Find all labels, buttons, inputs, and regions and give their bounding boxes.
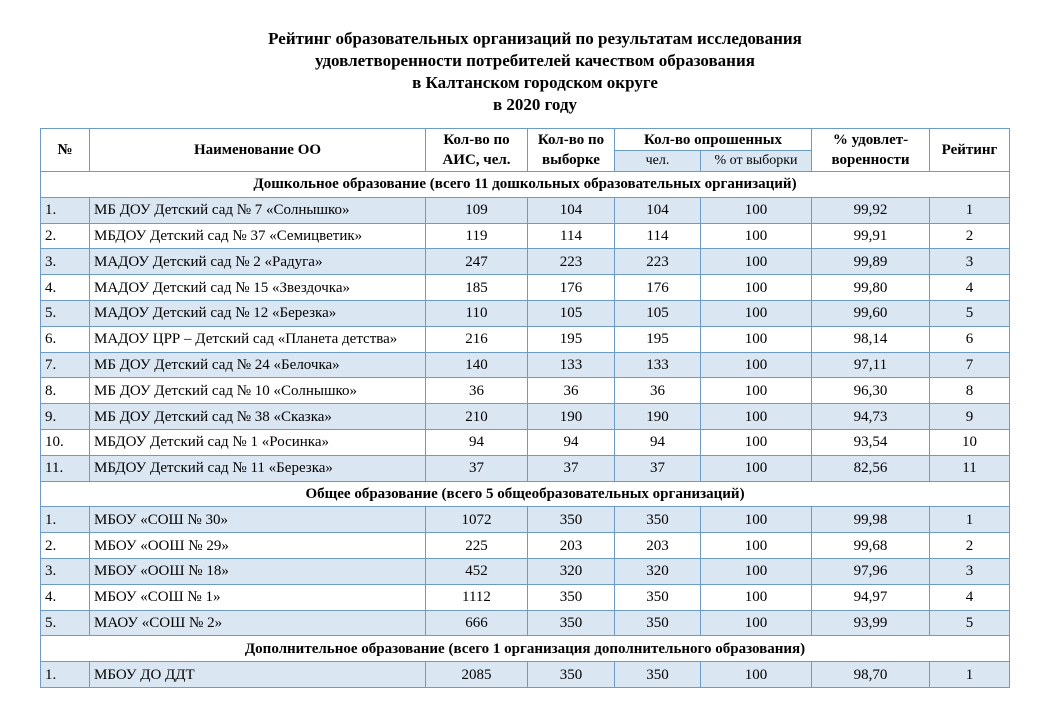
cell-surveyed-people: 350 <box>615 584 701 610</box>
cell-num: 4. <box>41 584 90 610</box>
cell-satisfaction: 93,54 <box>812 429 930 455</box>
cell-surveyed-pct: 100 <box>701 429 812 455</box>
cell-sample: 190 <box>528 404 615 430</box>
header-sample-line2: выборке <box>542 152 600 168</box>
title-line-2: удовлетворенности потребителей качеством образования <box>315 51 755 70</box>
table-row <box>41 249 1010 275</box>
table-row <box>41 352 1010 378</box>
cell-rating: 3 <box>930 249 1010 275</box>
cell-surveyed-people: 133 <box>615 352 701 378</box>
header-sample-line1: Кол-во по <box>537 132 605 148</box>
cell-surveyed-pct: 100 <box>701 300 812 326</box>
cell-satisfaction: 99,89 <box>812 249 930 275</box>
cell-name: МБ ДОУ Детский сад № 7 «Солнышко» <box>90 197 426 223</box>
cell-num: 3. <box>41 249 90 275</box>
cell-surveyed-people: 223 <box>615 249 701 275</box>
cell-ais: 225 <box>426 533 528 559</box>
cell-num: 2. <box>41 223 90 249</box>
title-line-1: Рейтинг образовательных организаций по результатам исследования <box>268 29 802 48</box>
cell-num: 11. <box>41 455 90 481</box>
cell-ais: 94 <box>426 429 528 455</box>
cell-rating: 7 <box>930 352 1010 378</box>
cell-ais: 210 <box>426 404 528 430</box>
section-title: Дополнительное образование (всего 1 организация дополнительного образования) <box>41 636 1010 662</box>
table-row <box>41 584 1010 610</box>
cell-rating: 5 <box>930 300 1010 326</box>
cell-num: 10. <box>41 429 90 455</box>
header-sample <box>528 129 615 172</box>
cell-rating: 10 <box>930 429 1010 455</box>
table-row <box>41 197 1010 223</box>
cell-name: МБДОУ Детский сад № 11 «Березка» <box>90 455 426 481</box>
cell-satisfaction: 99,92 <box>812 197 930 223</box>
header-satisfaction <box>812 129 930 172</box>
document-title <box>0 28 1040 116</box>
cell-sample: 94 <box>528 429 615 455</box>
cell-surveyed-people: 104 <box>615 197 701 223</box>
cell-surveyed-pct: 100 <box>701 249 812 275</box>
cell-ais: 185 <box>426 275 528 301</box>
cell-surveyed-pct: 100 <box>701 275 812 301</box>
section-row <box>41 172 1010 198</box>
cell-satisfaction: 99,91 <box>812 223 930 249</box>
cell-satisfaction: 98,14 <box>812 326 930 352</box>
table-row <box>41 610 1010 636</box>
cell-sample: 176 <box>528 275 615 301</box>
cell-sample: 37 <box>528 455 615 481</box>
cell-rating: 2 <box>930 223 1010 249</box>
cell-rating: 5 <box>930 610 1010 636</box>
cell-ais: 119 <box>426 223 528 249</box>
cell-surveyed-pct: 100 <box>701 352 812 378</box>
cell-rating: 3 <box>930 558 1010 584</box>
table-body <box>41 172 1010 688</box>
cell-ais: 109 <box>426 197 528 223</box>
cell-surveyed-pct: 100 <box>701 662 812 688</box>
cell-name: МБОУ «ООШ № 18» <box>90 558 426 584</box>
cell-sample: 350 <box>528 662 615 688</box>
header-satisfaction-line1: % удовлет- <box>832 132 909 148</box>
cell-num: 9. <box>41 404 90 430</box>
cell-num: 1. <box>41 507 90 533</box>
cell-name: МБОУ ДО ДДТ <box>90 662 426 688</box>
cell-name: МБОУ «СОШ № 30» <box>90 507 426 533</box>
cell-name: МАДОУ Детский сад № 2 «Радуга» <box>90 249 426 275</box>
table-row <box>41 275 1010 301</box>
cell-surveyed-pct: 100 <box>701 223 812 249</box>
cell-satisfaction: 94,73 <box>812 404 930 430</box>
cell-num: 1. <box>41 662 90 688</box>
cell-sample: 320 <box>528 558 615 584</box>
cell-num: 1. <box>41 197 90 223</box>
cell-surveyed-pct: 100 <box>701 455 812 481</box>
header-satisfaction-line2: воренности <box>831 152 910 168</box>
cell-name: МАДОУ Детский сад № 12 «Березка» <box>90 300 426 326</box>
cell-num: 4. <box>41 275 90 301</box>
table-row <box>41 455 1010 481</box>
cell-satisfaction: 99,60 <box>812 300 930 326</box>
section-row <box>41 481 1010 507</box>
table-row <box>41 662 1010 688</box>
cell-surveyed-pct: 100 <box>701 584 812 610</box>
cell-ais: 1072 <box>426 507 528 533</box>
title-line-4: в 2020 году <box>492 95 578 114</box>
cell-sample: 105 <box>528 300 615 326</box>
cell-surveyed-pct: 100 <box>701 197 812 223</box>
header-name: Наименование ОО <box>90 129 426 172</box>
cell-surveyed-people: 203 <box>615 533 701 559</box>
cell-sample: 195 <box>528 326 615 352</box>
cell-surveyed-pct: 100 <box>701 610 812 636</box>
cell-surveyed-people: 37 <box>615 455 701 481</box>
cell-sample: 114 <box>528 223 615 249</box>
cell-name: МБОУ «СОШ № 1» <box>90 584 426 610</box>
cell-rating: 2 <box>930 533 1010 559</box>
cell-num: 5. <box>41 610 90 636</box>
cell-name: МАДОУ Детский сад № 15 «Звездочка» <box>90 275 426 301</box>
cell-num: 3. <box>41 558 90 584</box>
rating-table <box>40 128 1010 688</box>
title-line-3: в Калтанском городском округе <box>412 73 658 92</box>
cell-ais: 247 <box>426 249 528 275</box>
cell-surveyed-pct: 100 <box>701 533 812 559</box>
cell-rating: 4 <box>930 275 1010 301</box>
cell-sample: 36 <box>528 378 615 404</box>
cell-surveyed-pct: 100 <box>701 404 812 430</box>
cell-surveyed-people: 320 <box>615 558 701 584</box>
cell-surveyed-pct: 100 <box>701 507 812 533</box>
header-ais-line2: АИС, чел. <box>442 152 511 168</box>
cell-sample: 223 <box>528 249 615 275</box>
cell-ais: 666 <box>426 610 528 636</box>
cell-rating: 1 <box>930 662 1010 688</box>
cell-ais: 110 <box>426 300 528 326</box>
cell-satisfaction: 99,98 <box>812 507 930 533</box>
cell-name: МАДОУ ЦРР – Детский сад «Планета детства» <box>90 326 426 352</box>
cell-sample: 350 <box>528 507 615 533</box>
header-rating: Рейтинг <box>930 129 1010 172</box>
cell-surveyed-pct: 100 <box>701 378 812 404</box>
cell-rating: 1 <box>930 507 1010 533</box>
cell-satisfaction: 82,56 <box>812 455 930 481</box>
cell-num: 7. <box>41 352 90 378</box>
cell-sample: 203 <box>528 533 615 559</box>
cell-ais: 1112 <box>426 584 528 610</box>
cell-surveyed-people: 350 <box>615 507 701 533</box>
table-row <box>41 223 1010 249</box>
table-row <box>41 429 1010 455</box>
header-ais <box>426 129 528 172</box>
section-title: Дошкольное образование (всего 11 дошкольных образовательных организаций) <box>41 172 1010 198</box>
cell-rating: 8 <box>930 378 1010 404</box>
cell-num: 5. <box>41 300 90 326</box>
cell-name: МБ ДОУ Детский сад № 24 «Белочка» <box>90 352 426 378</box>
cell-sample: 350 <box>528 610 615 636</box>
cell-surveyed-people: 114 <box>615 223 701 249</box>
cell-num: 8. <box>41 378 90 404</box>
table-row <box>41 300 1010 326</box>
cell-surveyed-people: 350 <box>615 662 701 688</box>
cell-satisfaction: 97,11 <box>812 352 930 378</box>
header-surveyed-pct: % от выборки <box>701 151 812 172</box>
cell-num: 2. <box>41 533 90 559</box>
cell-satisfaction: 99,68 <box>812 533 930 559</box>
cell-ais: 452 <box>426 558 528 584</box>
header-surveyed-people: чел. <box>615 151 701 172</box>
section-row <box>41 636 1010 662</box>
cell-name: МБДОУ Детский сад № 37 «Семицветик» <box>90 223 426 249</box>
cell-satisfaction: 94,97 <box>812 584 930 610</box>
cell-rating: 6 <box>930 326 1010 352</box>
cell-rating: 4 <box>930 584 1010 610</box>
cell-surveyed-people: 190 <box>615 404 701 430</box>
cell-name: МБ ДОУ Детский сад № 10 «Солнышко» <box>90 378 426 404</box>
cell-name: МБОУ «ООШ № 29» <box>90 533 426 559</box>
cell-surveyed-people: 94 <box>615 429 701 455</box>
cell-surveyed-people: 176 <box>615 275 701 301</box>
cell-satisfaction: 99,80 <box>812 275 930 301</box>
cell-surveyed-people: 105 <box>615 300 701 326</box>
cell-sample: 133 <box>528 352 615 378</box>
cell-satisfaction: 97,96 <box>812 558 930 584</box>
cell-name: МБ ДОУ Детский сад № 38 «Сказка» <box>90 404 426 430</box>
cell-ais: 140 <box>426 352 528 378</box>
cell-name: МБДОУ Детский сад № 1 «Росинка» <box>90 429 426 455</box>
cell-rating: 11 <box>930 455 1010 481</box>
cell-surveyed-pct: 100 <box>701 326 812 352</box>
cell-surveyed-people: 36 <box>615 378 701 404</box>
cell-sample: 350 <box>528 584 615 610</box>
table-row <box>41 378 1010 404</box>
cell-satisfaction: 98,70 <box>812 662 930 688</box>
cell-name: МАОУ «СОШ № 2» <box>90 610 426 636</box>
table-row <box>41 507 1010 533</box>
cell-sample: 104 <box>528 197 615 223</box>
table-row <box>41 404 1010 430</box>
cell-surveyed-people: 350 <box>615 610 701 636</box>
cell-ais: 36 <box>426 378 528 404</box>
cell-satisfaction: 96,30 <box>812 378 930 404</box>
table-row <box>41 558 1010 584</box>
header-num: № <box>41 129 90 172</box>
header-ais-line1: Кол-во по <box>443 132 510 148</box>
section-title: Общее образование (всего 5 общеобразовательных организаций) <box>41 481 1010 507</box>
header-surveyed: Кол-во опрошенных <box>615 129 812 151</box>
table-row <box>41 533 1010 559</box>
cell-rating: 9 <box>930 404 1010 430</box>
table-row <box>41 326 1010 352</box>
cell-satisfaction: 93,99 <box>812 610 930 636</box>
cell-num: 6. <box>41 326 90 352</box>
cell-surveyed-people: 195 <box>615 326 701 352</box>
cell-ais: 37 <box>426 455 528 481</box>
cell-ais: 216 <box>426 326 528 352</box>
cell-ais: 2085 <box>426 662 528 688</box>
cell-surveyed-pct: 100 <box>701 558 812 584</box>
cell-rating: 1 <box>930 197 1010 223</box>
